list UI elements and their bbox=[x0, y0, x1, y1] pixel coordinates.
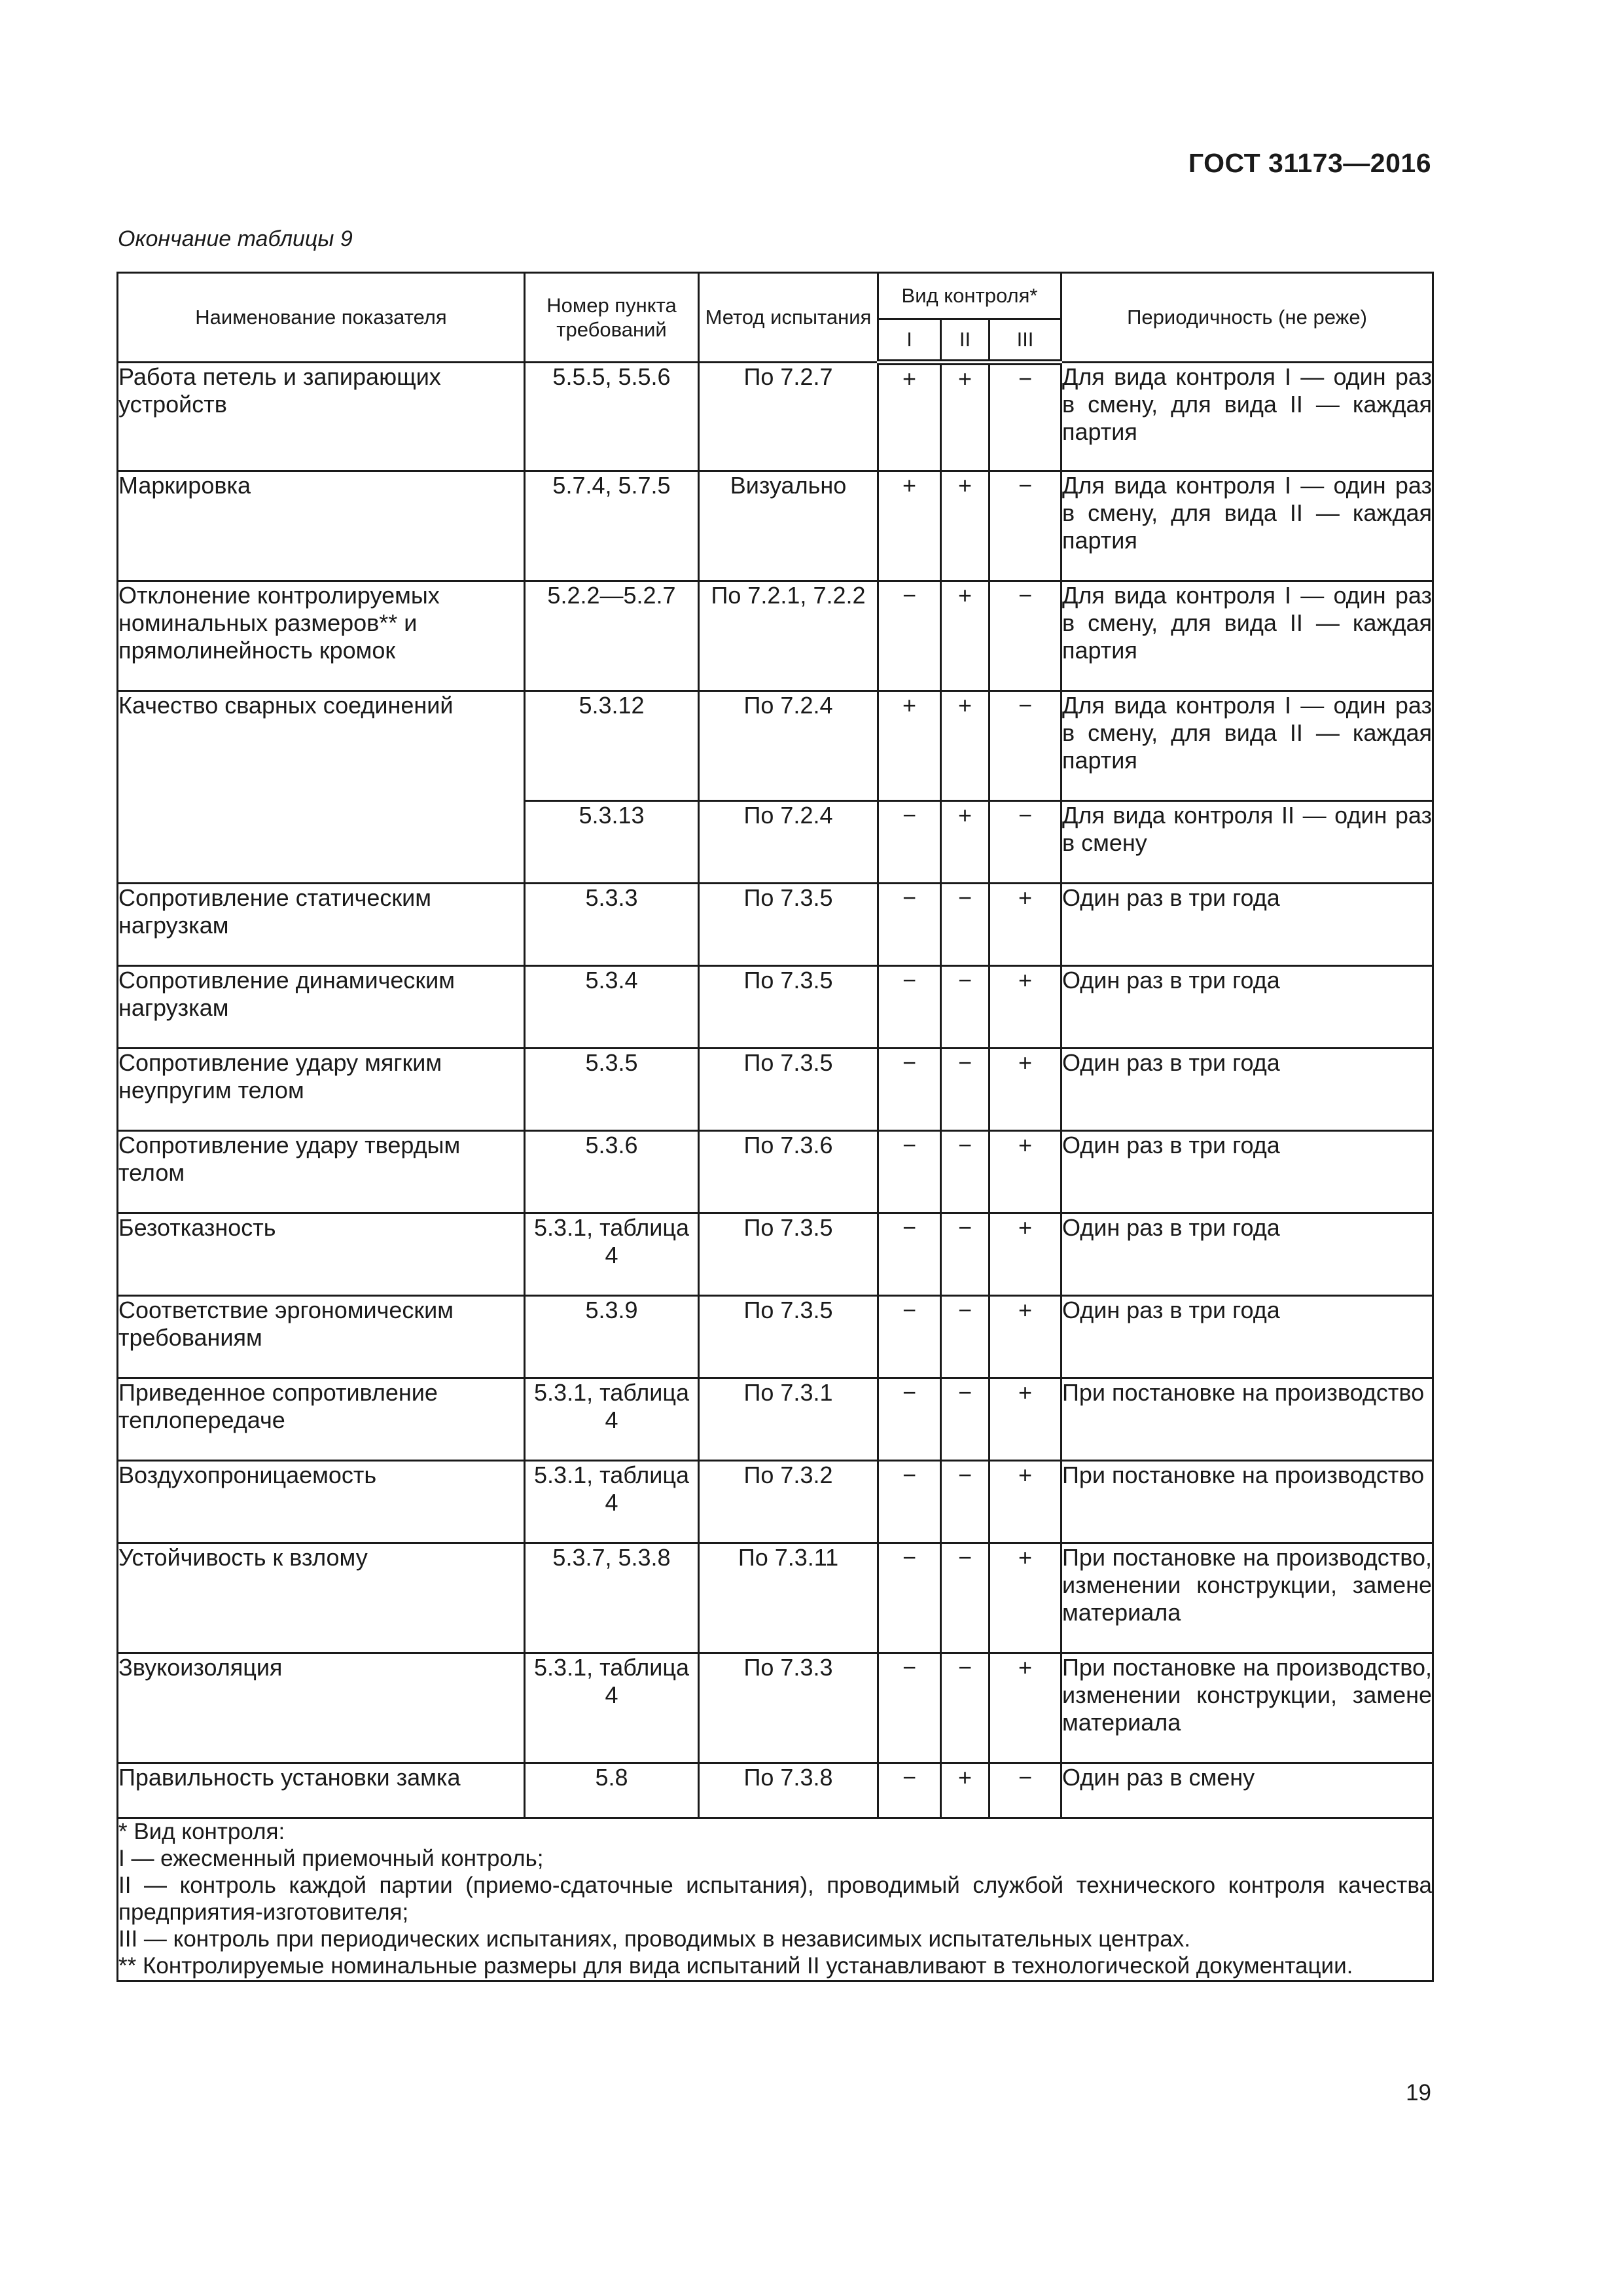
row-periodicity: Для вида контроля I — один раз в смену, для вида II — каждая партия bbox=[1061, 691, 1433, 801]
row-requirement: 5.5.5, 5.5.6 bbox=[525, 363, 699, 471]
row-control-iii: − bbox=[990, 581, 1061, 691]
row-requirement: 5.3.1, таблица 4 bbox=[525, 1461, 699, 1543]
row-name: Сопротивление статическим нагрузкам bbox=[118, 884, 525, 966]
row-control-iii: − bbox=[990, 691, 1061, 801]
row-control-ii: + bbox=[941, 801, 990, 884]
document-code: ГОСТ 31173—2016 bbox=[1188, 148, 1431, 178]
row-control-iii: + bbox=[990, 1653, 1061, 1763]
row-method: По 7.2.1, 7.2.2 bbox=[699, 581, 878, 691]
footnote-line: * Вид контроля: bbox=[118, 1819, 285, 1844]
row-method: По 7.3.3 bbox=[699, 1653, 878, 1763]
row-requirement: 5.3.1, таблица 4 bbox=[525, 1378, 699, 1461]
table-row bbox=[118, 1543, 1433, 1653]
row-periodicity: При постановке на производство bbox=[1061, 1378, 1433, 1461]
table-row bbox=[118, 1296, 1433, 1378]
row-name: Качество сварных соединений bbox=[118, 691, 525, 884]
row-control-ii: − bbox=[941, 1543, 990, 1653]
page-number: 19 bbox=[1406, 2080, 1431, 2106]
row-periodicity: Один раз в три года bbox=[1061, 1296, 1433, 1378]
row-name: Соответствие эргономическим требованиям bbox=[118, 1296, 525, 1378]
row-control-i: − bbox=[878, 1131, 941, 1213]
row-requirement: 5.3.7, 5.3.8 bbox=[525, 1543, 699, 1653]
row-control-iii: − bbox=[990, 801, 1061, 884]
row-control-ii: − bbox=[941, 1049, 990, 1131]
row-control-iii: + bbox=[990, 1131, 1061, 1213]
table-row bbox=[118, 691, 1433, 801]
row-periodicity: При постановке на производство bbox=[1061, 1461, 1433, 1543]
row-name: Правильность установки замка bbox=[118, 1763, 525, 1818]
row-name: Устойчивость к взлому bbox=[118, 1543, 525, 1653]
row-method: По 7.2.4 bbox=[699, 691, 878, 801]
table-row bbox=[118, 1461, 1433, 1543]
row-control-i: − bbox=[878, 1763, 941, 1818]
table-row bbox=[118, 966, 1433, 1049]
row-periodicity: Для вида контроля I — один раз в смену, для вида II — каждая партия bbox=[1061, 581, 1433, 691]
row-control-i: − bbox=[878, 1543, 941, 1653]
row-control-iii: + bbox=[990, 1543, 1061, 1653]
row-periodicity: Один раз в три года bbox=[1061, 884, 1433, 966]
row-periodicity: Для вида контроля I — один раз в смену, для вида II — каждая партия bbox=[1061, 471, 1433, 581]
row-control-iii: − bbox=[990, 471, 1061, 581]
row-control-iii: − bbox=[990, 363, 1061, 471]
table-row bbox=[118, 884, 1433, 966]
table-row bbox=[118, 1131, 1433, 1213]
row-control-iii: + bbox=[990, 1213, 1061, 1296]
row-control-i: − bbox=[878, 1049, 941, 1131]
row-control-i: − bbox=[878, 966, 941, 1049]
row-requirement: 5.7.4, 5.7.5 bbox=[525, 471, 699, 581]
row-method: По 7.3.5 bbox=[699, 884, 878, 966]
row-method: По 7.2.7 bbox=[699, 363, 878, 471]
row-method: По 7.3.5 bbox=[699, 1213, 878, 1296]
header-control-ii: II bbox=[941, 319, 990, 363]
row-control-ii: − bbox=[941, 1213, 990, 1296]
row-method: По 7.3.5 bbox=[699, 1049, 878, 1131]
row-control-i: + bbox=[878, 691, 941, 801]
row-name: Безотказность bbox=[118, 1213, 525, 1296]
row-control-i: + bbox=[878, 471, 941, 581]
table-row bbox=[118, 1213, 1433, 1296]
row-requirement: 5.3.1, таблица 4 bbox=[525, 1213, 699, 1296]
row-requirement: 5.3.12 bbox=[525, 691, 699, 801]
row-requirement: 5.3.3 bbox=[525, 884, 699, 966]
row-requirement: 5.8 bbox=[525, 1763, 699, 1818]
table-row bbox=[118, 1378, 1433, 1461]
header-name: Наименование показателя bbox=[118, 273, 525, 363]
row-method: По 7.3.11 bbox=[699, 1543, 878, 1653]
row-method: По 7.3.5 bbox=[699, 966, 878, 1049]
row-requirement: 5.3.5 bbox=[525, 1049, 699, 1131]
header-control-i: I bbox=[878, 319, 941, 363]
row-control-iii: + bbox=[990, 1461, 1061, 1543]
table-row bbox=[118, 1049, 1433, 1131]
row-periodicity: Один раз в смену bbox=[1061, 1763, 1433, 1818]
row-requirement: 5.3.6 bbox=[525, 1131, 699, 1213]
row-control-ii: − bbox=[941, 1378, 990, 1461]
header-control-type: Вид контроля* bbox=[878, 273, 1061, 319]
header-control-iii: III bbox=[990, 319, 1061, 363]
row-control-i: − bbox=[878, 1213, 941, 1296]
row-requirement: 5.3.1, таблица 4 bbox=[525, 1653, 699, 1763]
row-control-i: − bbox=[878, 1653, 941, 1763]
row-requirement: 5.2.2—5.2.7 bbox=[525, 581, 699, 691]
row-method: По 7.3.8 bbox=[699, 1763, 878, 1818]
row-name: Приведенное сопротивление теплопередаче bbox=[118, 1378, 525, 1461]
row-periodicity: Один раз в три года bbox=[1061, 1049, 1433, 1131]
footnotes bbox=[118, 1818, 1433, 1981]
row-requirement: 5.3.9 bbox=[525, 1296, 699, 1378]
row-method: По 7.2.4 bbox=[699, 801, 878, 884]
row-control-iii: + bbox=[990, 1296, 1061, 1378]
row-control-i: − bbox=[878, 1296, 941, 1378]
row-control-ii: − bbox=[941, 1296, 990, 1378]
footnote-line: ** Контролируемые номинальные размеры для вида испытаний II устанавливают в технологической документации. bbox=[118, 1952, 1353, 1979]
row-periodicity: При постановке на производство, изменении конструкции, замене материала bbox=[1061, 1653, 1433, 1763]
table-caption: Окончание таблицы 9 bbox=[118, 226, 353, 251]
row-name: Работа петель и запирающих устройств bbox=[118, 363, 525, 471]
row-periodicity: Один раз в три года bbox=[1061, 966, 1433, 1049]
row-name: Звукоизоляция bbox=[118, 1653, 525, 1763]
row-requirement: 5.3.13 bbox=[525, 801, 699, 884]
row-control-ii: − bbox=[941, 966, 990, 1049]
header-requirement: Номер пункта требований bbox=[525, 273, 699, 363]
row-periodicity: Для вида контроля II — один раз в смену bbox=[1061, 801, 1433, 884]
row-control-ii: + bbox=[941, 691, 990, 801]
table-row bbox=[118, 1763, 1433, 1818]
footnote-line: III — контроль при периодических испытаниях, проводимых в независимых испытательных центрах. bbox=[118, 1926, 1190, 1952]
row-control-iii: + bbox=[990, 1049, 1061, 1131]
requirements-table bbox=[116, 272, 1434, 1982]
row-periodicity: При постановке на производство, изменении конструкции, замене материала bbox=[1061, 1543, 1433, 1653]
table-row bbox=[118, 471, 1433, 581]
row-control-i: − bbox=[878, 884, 941, 966]
row-name: Воздухопроницаемость bbox=[118, 1461, 525, 1543]
header-periodicity: Периодичность (не реже) bbox=[1061, 273, 1433, 363]
row-control-i: + bbox=[878, 363, 941, 471]
row-periodicity: Один раз в три года bbox=[1061, 1131, 1433, 1213]
row-method: По 7.3.5 bbox=[699, 1296, 878, 1378]
footnote-line: I — ежесменный приемочный контроль; bbox=[118, 1845, 544, 1871]
footnote-line: II — контроль каждой партии (приемо-сдаточные испытания), проводимый службой технического контроля качества предприятия-изготовителя; bbox=[118, 1872, 1433, 1925]
table-row bbox=[118, 363, 1433, 471]
row-control-ii: − bbox=[941, 1131, 990, 1213]
table-row bbox=[118, 581, 1433, 691]
row-control-ii: − bbox=[941, 884, 990, 966]
row-method: По 7.3.6 bbox=[699, 1131, 878, 1213]
row-control-ii: − bbox=[941, 1461, 990, 1543]
row-control-i: − bbox=[878, 1378, 941, 1461]
row-control-iii: + bbox=[990, 966, 1061, 1049]
row-control-iii: + bbox=[990, 884, 1061, 966]
footnote-row bbox=[118, 1818, 1433, 1981]
header-method: Метод испытания bbox=[699, 273, 878, 363]
row-method: По 7.3.1 bbox=[699, 1378, 878, 1461]
row-name: Сопротивление динамическим нагрузкам bbox=[118, 966, 525, 1049]
row-requirement: 5.3.4 bbox=[525, 966, 699, 1049]
row-name: Отклонение контролируемых номинальных размеров** и прямолинейность кромок bbox=[118, 581, 525, 691]
row-periodicity: Один раз в три года bbox=[1061, 1213, 1433, 1296]
row-control-ii: − bbox=[941, 1653, 990, 1763]
row-name: Сопротивление удару мягким неупругим телом bbox=[118, 1049, 525, 1131]
table-row bbox=[118, 1653, 1433, 1763]
row-control-iii: − bbox=[990, 1763, 1061, 1818]
row-periodicity: Для вида контроля I — один раз в смену, для вида II — каждая партия bbox=[1061, 363, 1433, 471]
row-control-ii: + bbox=[941, 581, 990, 691]
row-control-ii: + bbox=[941, 363, 990, 471]
row-name: Сопротивление удару твердым телом bbox=[118, 1131, 525, 1213]
row-control-i: − bbox=[878, 801, 941, 884]
row-control-ii: + bbox=[941, 471, 990, 581]
row-control-i: − bbox=[878, 581, 941, 691]
row-method: Визуально bbox=[699, 471, 878, 581]
row-control-i: − bbox=[878, 1461, 941, 1543]
row-control-ii: + bbox=[941, 1763, 990, 1818]
row-control-iii: + bbox=[990, 1378, 1061, 1461]
row-method: По 7.3.2 bbox=[699, 1461, 878, 1543]
row-name: Маркировка bbox=[118, 471, 525, 581]
